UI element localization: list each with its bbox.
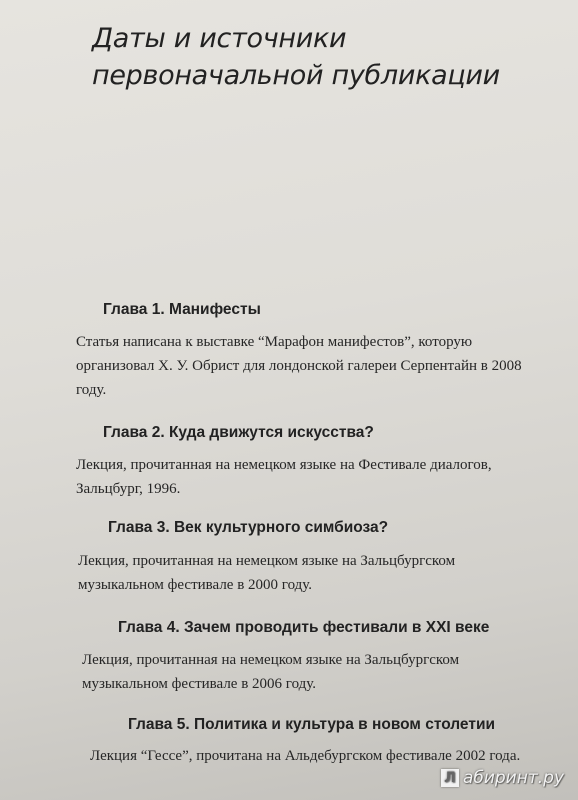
- chapter-2-text: Лекция, прочитанная на немецком языке на Фестивале диалогов, Зальцбург, 1996.: [76, 457, 492, 497]
- chapter-5-text: Лекция “Гессе”, прочитана на Альдебургском фестивале 2002 года.: [90, 748, 521, 764]
- chapter-2-heading: Глава 2. Куда движутся искусства?: [103, 424, 374, 441]
- chapter-3-text: Лекция, прочитанная на немецком языке на Зальцбургском музыкальном фестивале в 2000 году.: [78, 553, 456, 593]
- page-title: Даты и источники первоначальной публикации: [92, 23, 500, 91]
- chapter-1-heading: Глава 1. Манифесты: [103, 301, 261, 318]
- watermark: [441, 768, 564, 788]
- labirint-logo-icon: Л: [441, 769, 459, 787]
- chapter-1-text: Статья написана к выставке “Марафон манифестов”, которую организовал Х. У. Обрист для лондонской галереи Серпентайн в 2008 году.: [76, 334, 522, 398]
- watermark-text: абиринт.ру: [462, 768, 564, 788]
- chapter-4-heading: Глава 4. Зачем проводить фестивали в XXI веке: [118, 619, 490, 636]
- chapter-4-text: Лекция, прочитанная на немецком языке на Зальцбургском музыкальном фестивале в 2006 году.: [82, 652, 460, 692]
- chapter-3-heading: Глава 3. Век культурного симбиоза?: [108, 519, 389, 536]
- chapter-5-heading: Глава 5. Политика и культура в новом столетии: [128, 716, 495, 733]
